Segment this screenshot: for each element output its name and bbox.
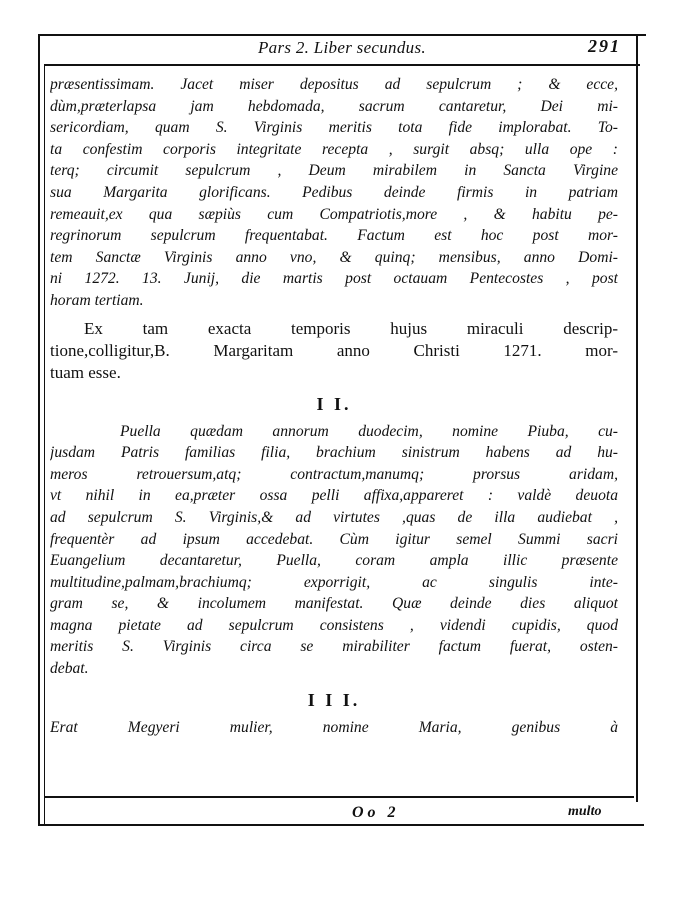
section-heading-3: I I I. [307,689,361,710]
text-line: horam tertiam. [50,291,144,309]
running-head: Pars 2. Liber secundus. [258,38,426,57]
paragraph-1 [50,74,618,312]
text-line: sua Margarita glorificans. Pedibus deinde firmis in patriam [50,183,618,201]
text-line: tem Sanctæ Virginis anno vno, & quinq; mensibus, anno Domi- [50,248,618,266]
text-line: debat. [50,660,89,678]
frame-rule-left-inner [44,66,45,826]
book-page [38,26,656,844]
text-line: regrinorum sepulcrum frequentabat. Factum est hoc post mor- [50,227,618,245]
text-line: meritis S. Virginis circa se mirabiliter factum fuerat, osten- [50,638,618,656]
text-line: Erat Megyeri mulier, nomine Maria, genibus à [50,718,618,736]
text-line: ni 1272. 13. Junij, die martis post octauam Pentecostes , post [50,270,618,288]
frame-rule-right [636,34,638,802]
text-line: remeauit,ex qua sæpiùs cum Compatriotis,more , & habitu pe- [50,205,618,223]
text-line: præsentissimam. Jacet miser depositus ad sepulcrum ; & ecce, [50,76,618,93]
paragraph-2 [50,318,618,384]
text-line: magna pietate ad sepulcrum consistens , videndi cupidis, quod [50,616,618,634]
text-line: ta confestim corporis integritate recepta , surgit absq; ulla ope : [50,140,618,158]
text-line: tione,colligitur,B. Margaritam anno Christi 1271. mor- [50,340,618,360]
header-rule [44,64,640,66]
page-number: 291 [588,36,621,56]
catchword: multo [568,804,602,819]
section-heading-2: I I. [316,393,352,414]
text-line: frequentèr ad ipsum accedebat. Cùm igitur semel Summi sacri [50,530,618,548]
text-line: multitudine,palmam,brachiumq; exporrigit, ac singulis inte- [50,573,618,591]
text-line: sericordiam, quam S. Virginis meritis tota fide implorabat. To- [50,119,618,137]
signature-mark: Oo 2 [352,804,400,821]
text-line: ad sepulcrum S. Virginis,& ad virtutes ,quas de illa audiebat , [50,508,618,526]
paragraph-4 [50,717,618,739]
text-line: vt nihil in ea,præter ossa pelli affixa,appareret : valdè deuota [50,487,618,505]
frame-rule-left [38,34,40,824]
main-text [50,74,618,738]
text-line: Puella quædam annorum duodecim, nomine Piuba, cu- [120,422,618,440]
frame-rule-bottom [44,796,634,798]
text-line: Euangelium decantaretur, Puella, coram ampla illic præsente [50,552,618,570]
text-line: tuam esse. [50,362,121,382]
frame-rule-top [40,34,646,36]
paragraph-3 [50,421,618,680]
text-line: Ex tam exacta temporis hujus miraculi descrip- [84,318,618,338]
text-line: jusdam Patris familias filia, brachium sinistrum habens ad hu- [50,444,618,462]
footer-rule [38,824,644,826]
text-line: terq; circumit sepulcrum , Deum mirabilem in Sancta Virgine [50,162,618,180]
text-line: gram se, & incolumem manifestat. Quæ deinde dies aliquot [50,595,618,613]
text-line: meros retrouersum,atq; contractum,manumq; prorsus aridam, [50,465,618,483]
text-line: dùm,præterlapsa jam hebdomada, sacrum cantaretur, Dei mi- [50,97,618,115]
